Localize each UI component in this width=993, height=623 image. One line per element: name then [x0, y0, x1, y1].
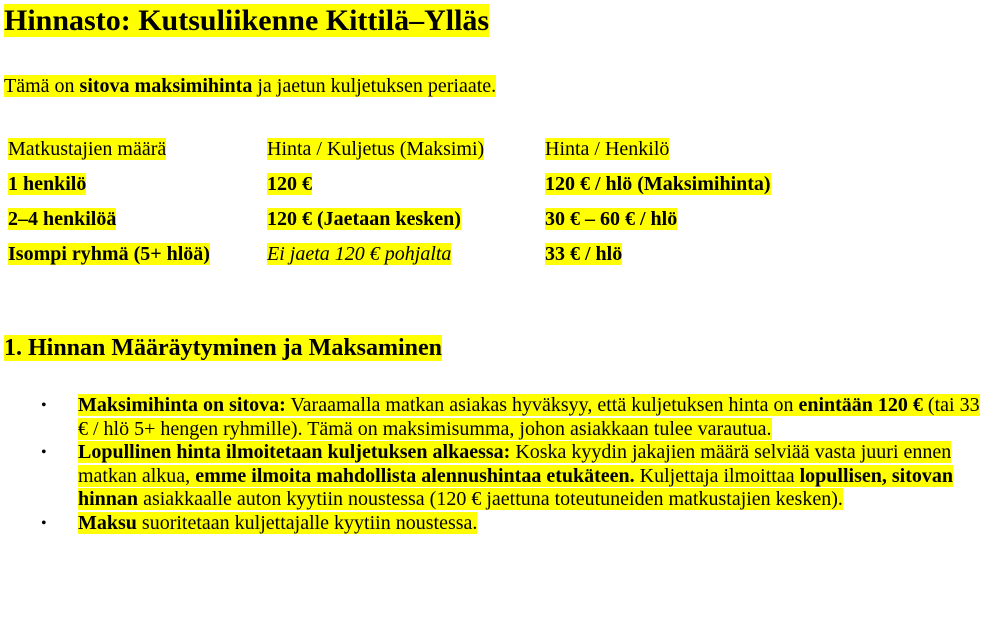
bullet-text: (tai 33 € / hlö 5+ hengen ryhmille). Tämä on maksimisumma, johon asiakkaan tulee varautua.	[78, 394, 980, 440]
table-row	[5, 201, 848, 236]
bullet-lead: Maksu	[78, 511, 137, 534]
list-item	[41, 394, 983, 441]
bullet-icon: •	[41, 514, 47, 532]
bullet-emphasis: lopullisen, sitovan hinnan	[78, 464, 953, 510]
price-table	[5, 131, 848, 271]
bullet-emphasis: enintään 120 €	[798, 394, 923, 416]
table-row	[5, 236, 848, 271]
table-cell	[5, 201, 264, 236]
bullet-list	[41, 394, 983, 535]
table-cell	[542, 166, 848, 201]
bullet-lead: Maksimihinta on sitova:	[78, 394, 286, 416]
cell-text: 2–4 henkilöä	[8, 207, 117, 230]
bullet-icon: •	[41, 397, 47, 414]
section-heading	[4, 332, 442, 364]
page-title	[4, 2, 489, 40]
list-item-text	[78, 441, 953, 510]
bullet-icon: •	[41, 444, 47, 461]
table-cell	[264, 236, 542, 271]
intro-text-bold: sitova maksimihinta	[79, 75, 253, 97]
list-item-text	[78, 394, 980, 440]
list-item	[41, 441, 983, 512]
bullet-lead: Lopullinen hinta ilmoitetaan kuljetuksen alkaessa:	[78, 441, 511, 463]
header-price-per-ride: Hinta / Kuljetus (Maksimi)	[267, 137, 485, 160]
cell-text: 33 € / hlö	[545, 242, 623, 265]
table-cell	[542, 201, 848, 236]
table-header-cell	[264, 131, 542, 166]
cell-text: 120 € (Jaetaan kesken)	[267, 207, 461, 230]
cell-text: 30 € – 60 € / hlö	[545, 207, 678, 230]
table-header-cell	[542, 131, 848, 166]
list-item-text	[78, 512, 477, 534]
table-header-cell	[5, 131, 264, 166]
bullet-text: suoritetaan kuljettajalle kyytiin noustessa.	[136, 511, 478, 534]
bullet-text: Kuljettaja ilmoittaa	[634, 464, 800, 487]
cell-text: 120 € / hlö (Maksimihinta)	[545, 172, 771, 195]
table-cell	[542, 236, 848, 271]
header-passenger-count: Matkustajien määrä	[8, 137, 167, 160]
table-row	[5, 166, 848, 201]
table-cell	[5, 236, 264, 271]
intro-highlight	[4, 75, 496, 97]
cell-text: 120 €	[267, 172, 312, 195]
table-cell	[5, 166, 264, 201]
table-header-row	[5, 131, 848, 166]
cell-text: Isompi ryhmä (5+ hlöä)	[8, 242, 210, 265]
cell-text: 1 henkilö	[8, 172, 87, 195]
bullet-emphasis: emme ilmoita mahdollista alennushintaa etukäteen.	[195, 464, 635, 487]
table-cell	[264, 166, 542, 201]
header-price-per-person: Hinta / Henkilö	[545, 137, 670, 160]
intro-paragraph	[4, 72, 496, 100]
table-cell	[264, 201, 542, 236]
bullet-text: Koska kyydin jakajien määrä selviää vasta juuri ennen matkan alkua,	[78, 441, 952, 487]
bullet-text: asiakkaalle auton kyytiin noustessa (120 € jaettuna toteutuneiden matkustajien kesken).	[138, 488, 843, 510]
intro-text-before: Tämä on	[4, 75, 80, 97]
list-item	[41, 511, 983, 536]
cell-text: Ei jaeta 120 € pohjalta	[267, 242, 452, 265]
intro-text-after: ja jaetun kuljetuksen periaate.	[252, 75, 497, 97]
section-heading-text: 1. Hinnan Määräytyminen ja Maksaminen	[4, 335, 443, 361]
page-title-text: Hinnasto: Kutsuliikenne Kittilä–Ylläs	[4, 4, 490, 37]
bullet-text: Varaamalla matkan asiakas hyväksyy, että kuljetuksen hinta on	[285, 394, 799, 416]
